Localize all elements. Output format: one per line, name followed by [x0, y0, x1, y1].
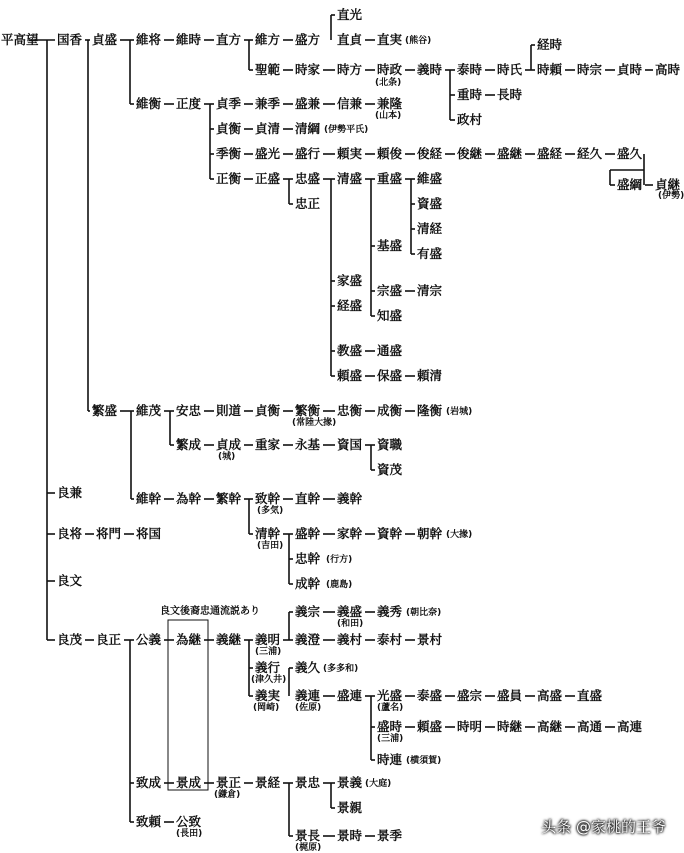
person-yasumori2: 泰盛	[417, 688, 443, 703]
person-narihira: 成衡	[377, 403, 403, 418]
clan-label-miura: (三浦)	[255, 647, 282, 657]
person-tomomori: 知盛	[377, 308, 403, 323]
person-arimori: 有盛	[417, 246, 443, 261]
person-tsunetoki: 経時	[537, 37, 563, 52]
person-kunika: 国香	[57, 32, 83, 47]
clan-label-kamakura: (鎌倉)	[214, 790, 241, 800]
person-kagemasa: 景正	[216, 775, 242, 790]
person-morikei2: 盛経	[537, 146, 563, 161]
person-sadamori: 貞盛	[92, 32, 118, 47]
person-tadamori: 忠盛	[295, 171, 321, 186]
person-naokata1: 直方	[216, 32, 242, 47]
person-kiyotsuna: 清綱	[295, 121, 321, 136]
person-kagetsune: 景経	[255, 775, 281, 790]
person-raisane: 頼実	[337, 146, 363, 161]
person-naokata2: 維方	[255, 32, 281, 47]
person-naomori: 直盛	[577, 688, 603, 703]
person-sadatoki: 貞時	[617, 62, 643, 77]
clan-label-hitachi_daijo: (常陸大掾)	[292, 418, 337, 428]
person-kagechika: 景親	[337, 800, 363, 815]
person-narimoto: 成幹	[295, 576, 321, 591]
person-kagetada: 景忠	[295, 775, 321, 790]
clan-label-oba: (大庭)	[365, 779, 392, 789]
clan-label-ashina: (蘆名)	[377, 703, 404, 713]
watermark: 头条 @家桃的王爷	[541, 818, 666, 836]
person-yasutada: 安忠	[176, 403, 202, 418]
person-yoshimori: 義盛	[337, 604, 363, 619]
person-yoshitsura: 義連	[295, 688, 321, 703]
person-yoshimune: 義宗	[295, 604, 321, 619]
person-munenari: 致成	[136, 775, 162, 790]
clan-label-yokosuka: (横須賀)	[406, 756, 442, 766]
person-tomomoto: 朝幹	[417, 526, 443, 541]
person-yoshiaki: 義明	[255, 632, 281, 647]
person-moritsura: 盛連	[337, 688, 363, 703]
clan-label-sahara: (佐原)	[295, 703, 322, 713]
person-naozane: 直貞	[337, 32, 363, 47]
clan-label-jo: (城)	[218, 452, 236, 462]
person-shigehira: 繁衡	[295, 403, 321, 418]
person-iemori: 家盛	[337, 273, 363, 288]
person-nobukane: 信兼	[337, 96, 363, 111]
person-tadamasa: 忠正	[295, 196, 321, 211]
person-kiyomoto: 清幹	[255, 526, 281, 541]
person-munemoto: 致幹	[255, 491, 281, 506]
person-yoshimoto: 義幹	[337, 491, 363, 506]
person-shunkei: 俊経	[417, 146, 443, 161]
person-heitakamochi: 平高望	[1, 32, 39, 47]
person-sadahira: 貞衡	[216, 121, 242, 136]
person-yorishun: 頼俊	[377, 146, 403, 161]
person-kagemura: 景村	[417, 632, 443, 647]
clan-label-namekata: (行方)	[326, 555, 353, 565]
person-norimichi: 則道	[216, 403, 242, 418]
person-masamori: 正盛	[255, 171, 281, 186]
person-sadasue: 貞季	[216, 96, 242, 111]
clan-label-nagao: (長田)	[176, 829, 203, 839]
person-kiyomori: 清盛	[337, 171, 363, 186]
person-takamori: 高盛	[537, 688, 563, 703]
person-tokikata: 時方	[337, 62, 363, 77]
clan-label-ise: (伊勢)	[658, 191, 684, 201]
person-koremoto: 維幹	[136, 491, 162, 506]
person-tamemoto: 為幹	[176, 491, 202, 506]
person-takatsugu: 高継	[537, 719, 563, 734]
person-kanetaka: 兼隆	[377, 96, 403, 111]
clan-label-tatara: (多多和)	[323, 664, 359, 674]
person-masakado: 将門	[96, 526, 122, 541]
person-yasutoki: 泰時	[457, 62, 483, 77]
person-tokiie: 時家	[295, 62, 321, 77]
person-kimimune: 公致	[176, 814, 202, 829]
person-kageyoshi: 景義	[337, 775, 363, 790]
person-norimori: 教盛	[337, 343, 363, 358]
person-moriyuki: 盛行	[295, 146, 321, 161]
person-sadahira2: 貞衡	[255, 403, 281, 418]
annotation-note: 良文後裔忠通流説あり	[160, 606, 260, 617]
person-kimiyoshi: 公義	[136, 632, 162, 647]
person-naomitsu: 直光	[337, 7, 363, 22]
person-shigemori: 重盛	[377, 171, 403, 186]
person-kagesue: 景季	[377, 828, 403, 843]
clan-label-tsukui: (津久井)	[251, 675, 287, 685]
person-tokimune: 時宗	[577, 62, 603, 77]
clan-label-wada: (和田)	[337, 619, 364, 629]
person-tokiaki: 時明	[457, 719, 483, 734]
person-masamura: 政村	[457, 112, 483, 127]
person-muneyori: 致頼	[136, 814, 162, 829]
person-yorikiyo: 頼清	[417, 368, 443, 383]
person-sukemori: 資盛	[417, 196, 443, 211]
person-takatoki: 高時	[655, 62, 681, 77]
person-moritsuna: 盛綱	[617, 177, 643, 192]
person-tokiuji: 時氏	[497, 62, 523, 77]
person-mitsumori: 光盛	[377, 688, 403, 703]
person-michimori: 通盛	[377, 343, 403, 358]
person-yoshifumi: 良文	[57, 573, 83, 588]
person-yorimori2: 頼盛	[417, 719, 443, 734]
clan-label-asahina: (朝比奈)	[406, 608, 442, 618]
clan-label-ise_heishi: (伊勢平氏)	[324, 125, 369, 135]
person-yasumori: 保盛	[377, 368, 403, 383]
person-nagatoki: 長時	[497, 87, 523, 102]
person-koremori: 維盛	[417, 171, 443, 186]
person-kagenaga: 景長	[295, 828, 321, 843]
person-yoshimura: 義村	[337, 632, 363, 647]
person-morikazu: 盛員	[497, 688, 523, 703]
person-tokimasa: 時政	[377, 62, 403, 77]
person-morihisa: 盛久	[617, 146, 643, 161]
person-takamichi: 高通	[577, 719, 603, 734]
person-tadamoto: 忠幹	[295, 551, 321, 566]
person-suehira: 季衡	[216, 146, 242, 161]
person-tametsugu: 為継	[176, 632, 202, 647]
person-yoshitoki: 義時	[417, 62, 443, 77]
person-kiyomune: 清宗	[417, 283, 443, 298]
person-naozane2: 直実	[377, 32, 403, 47]
person-takatsura: 高連	[617, 719, 643, 734]
person-tokiyori: 時頼	[537, 62, 563, 77]
clan-label-iwaki: (岩城)	[446, 407, 473, 417]
person-munemori: 宗盛	[377, 283, 403, 298]
clan-label-daijo: (大掾)	[446, 530, 473, 540]
clan-label-miura2: (三浦)	[377, 734, 404, 744]
clan-label-kumagai: (熊谷)	[405, 36, 432, 46]
person-shigenari: 繁成	[176, 437, 202, 452]
person-yorimori: 頼盛	[337, 368, 363, 383]
person-kagenari: 景成	[176, 775, 202, 790]
person-morikane: 盛兼	[295, 96, 321, 111]
person-yoshimochi: 良将	[57, 526, 83, 541]
person-motomori: 基盛	[377, 238, 403, 253]
clan-label-hojo: (北条)	[375, 78, 402, 88]
person-koretoki: 維時	[176, 32, 202, 47]
person-korehira: 維衡	[136, 96, 162, 111]
person-morimoto: 盛幹	[295, 526, 321, 541]
person-takahira: 隆衡	[417, 403, 443, 418]
person-iemoto: 家幹	[337, 526, 363, 541]
person-yoshiyuki: 義行	[255, 660, 281, 675]
clan-label-taki: (多気)	[257, 506, 284, 516]
person-tokitsugu: 時継	[497, 719, 523, 734]
person-sadanari: 貞成	[216, 437, 242, 452]
person-masakuni: 将国	[136, 526, 162, 541]
person-shunkei2: 俊継	[457, 146, 483, 161]
person-tsunehisa: 経久	[577, 146, 603, 161]
person-kagetoki: 景時	[337, 828, 363, 843]
person-morimune: 盛宗	[457, 688, 483, 703]
person-koremochi: 維将	[136, 32, 162, 47]
person-masahira: 正衡	[216, 171, 242, 186]
person-koreshige: 維茂	[136, 403, 162, 418]
person-nagamoto: 永基	[295, 437, 321, 452]
person-shigetoki: 重時	[457, 87, 483, 102]
person-sukemoto: 資幹	[377, 526, 403, 541]
person-yoshihide: 義秀	[377, 604, 403, 619]
person-moritoki: 盛時	[377, 719, 403, 734]
clan-label-yamamoto: (山本)	[375, 111, 402, 121]
person-morikei: 盛継	[497, 146, 523, 161]
person-yoshimasa: 良正	[96, 632, 122, 647]
clan-label-okazaki: (岡崎)	[253, 703, 280, 713]
person-sukeshige: 資茂	[377, 462, 403, 477]
person-yoshihisa: 義久	[295, 660, 321, 675]
person-tadahira: 忠衡	[337, 403, 363, 418]
clan-label-kajiwara: (梶原)	[295, 843, 322, 853]
person-morimitsu: 盛光	[255, 146, 281, 161]
person-yasumura: 泰村	[377, 632, 403, 647]
person-yoshimochi2: 良茂	[57, 632, 83, 647]
person-kishinori: 聖範	[255, 62, 281, 77]
person-yoshizumi: 義澄	[295, 632, 321, 647]
person-shigemori2: 繁盛	[92, 403, 118, 418]
person-yoshizane: 義実	[255, 688, 281, 703]
person-kanesue: 兼季	[255, 96, 281, 111]
person-kiyotsune: 清経	[417, 221, 443, 236]
person-yoshitsugu: 義継	[216, 632, 242, 647]
person-naomoto: 直幹	[295, 491, 321, 506]
person-morikata: 盛方	[295, 32, 321, 47]
person-sukekuni: 資国	[337, 437, 363, 452]
person-shigemoto: 繁幹	[216, 491, 242, 506]
person-sadatsugu: 貞継	[655, 177, 681, 192]
person-masanori: 正度	[176, 96, 202, 111]
person-shigeie: 重家	[255, 437, 281, 452]
clan-label-kashima: (鹿島)	[326, 580, 353, 590]
clan-label-yoshida: (吉田)	[257, 541, 284, 551]
person-tsunemori: 経盛	[337, 298, 363, 313]
person-tokizane: 時連	[377, 752, 403, 767]
person-sukeyoshi: 資職	[377, 437, 403, 452]
person-sadakiyo: 貞清	[255, 121, 281, 136]
person-yoshikane: 良兼	[57, 485, 83, 500]
